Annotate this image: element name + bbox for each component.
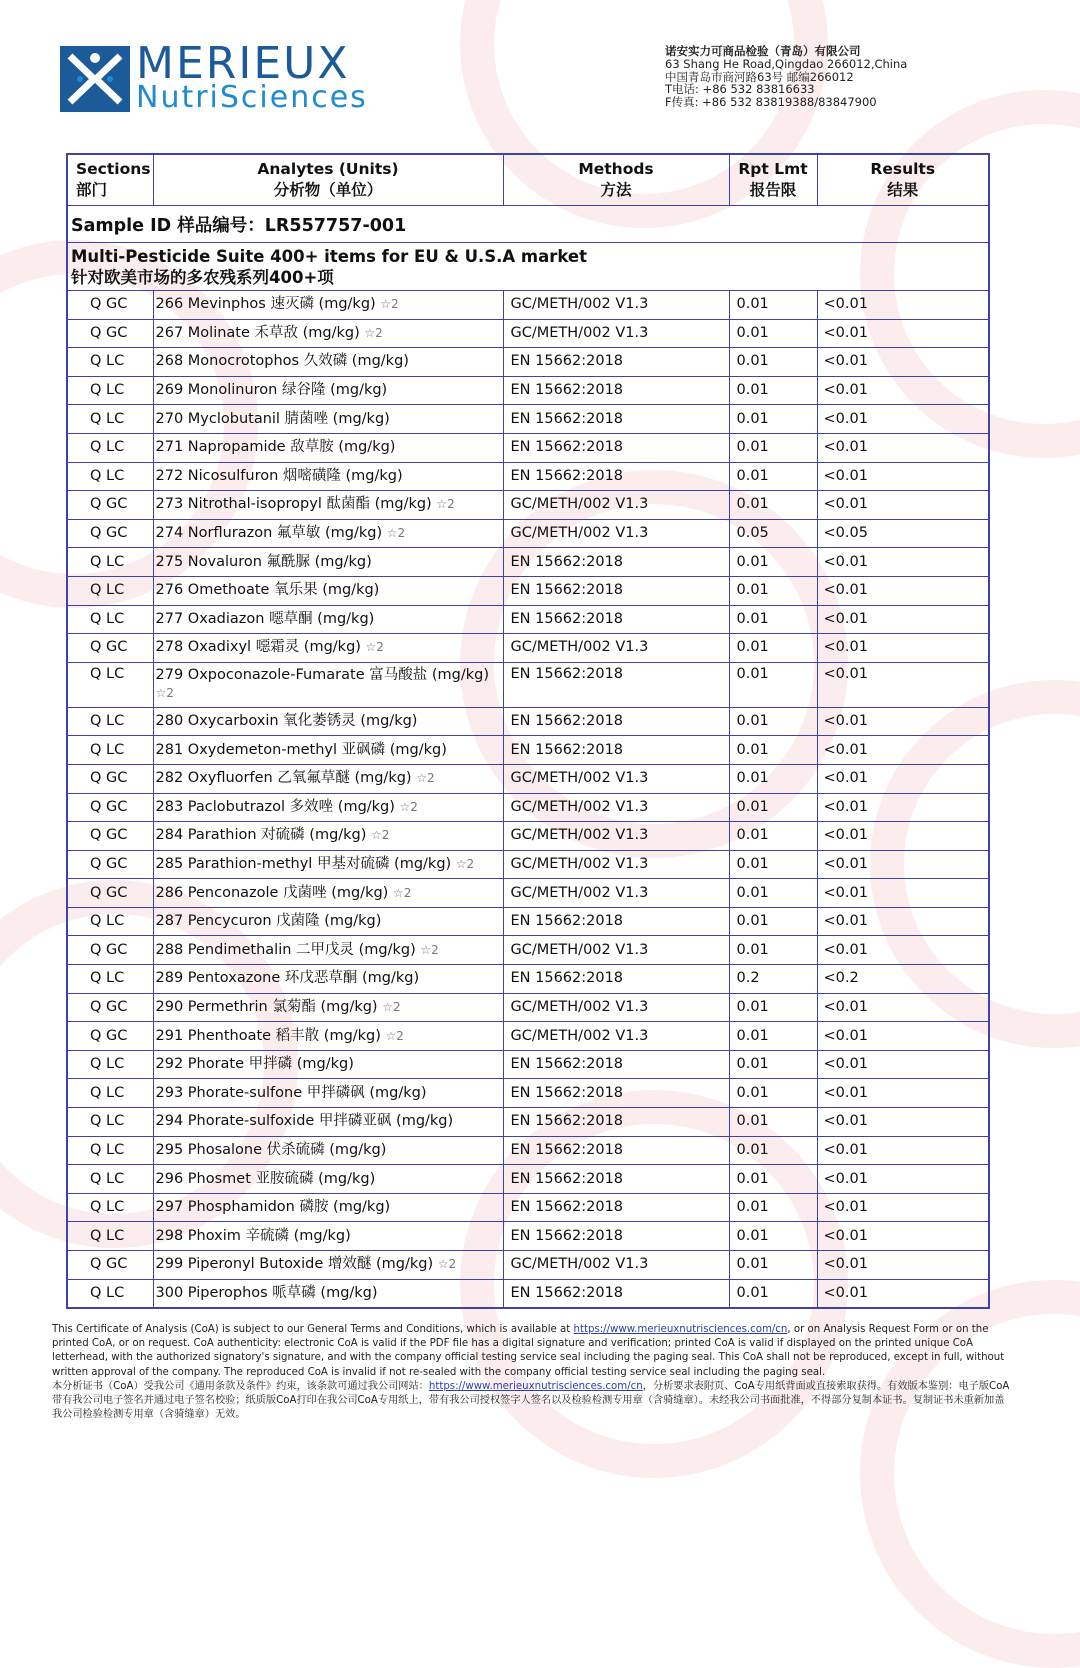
table-row [67, 291, 989, 320]
company-logo [60, 38, 405, 116]
cell-analyte: 272 Nicosulfuron 烟嘧磺隆 (mg/kg) [153, 462, 503, 491]
accreditation-note: ☆2 [386, 526, 406, 541]
cell-method: EN 15662:2018 [503, 1193, 729, 1222]
cell-analyte: 283 Paclobutrazol 多效唑 (mg/kg) ☆2 [153, 793, 503, 822]
cell-method: EN 15662:2018 [503, 1108, 729, 1137]
cell-result: <0.01 [817, 634, 989, 663]
table-row [67, 822, 989, 851]
header-sections: Sections 部门 [67, 154, 153, 206]
cell-method: EN 15662:2018 [503, 605, 729, 634]
cell-rpt-lmt: 0.01 [729, 319, 817, 348]
cell-result: <0.01 [817, 662, 989, 707]
cell-section: Q LC [67, 548, 153, 577]
cell-rpt-lmt: 0.01 [729, 793, 817, 822]
accreditation-note: ☆2 [437, 1257, 457, 1272]
accreditation-note: ☆2 [455, 856, 475, 871]
cell-rpt-lmt: 0.01 [729, 348, 817, 377]
cell-method: GC/METH/002 V1.3 [503, 850, 729, 879]
cell-section: Q LC [67, 576, 153, 605]
header-rpt-lmt: Rpt Lmt 报告限 [729, 154, 817, 206]
cell-rpt-lmt: 0.01 [729, 907, 817, 936]
cell-analyte: 300 Piperophos 哌草磷 (mg/kg) [153, 1279, 503, 1308]
cell-rpt-lmt: 0.01 [729, 376, 817, 405]
cell-result: <0.01 [817, 736, 989, 765]
address-cn: 中国青岛市商河路63号 邮编266012 [665, 69, 854, 84]
cell-method: GC/METH/002 V1.3 [503, 1251, 729, 1280]
cell-section: Q GC [67, 793, 153, 822]
table-row [67, 936, 989, 965]
table-row [67, 605, 989, 634]
cell-method: EN 15662:2018 [503, 433, 729, 462]
cell-result: <0.01 [817, 822, 989, 851]
cell-rpt-lmt: 0.01 [729, 707, 817, 736]
table-row [67, 736, 989, 765]
cell-section: Q LC [67, 376, 153, 405]
cell-analyte: 287 Pencycuron 戊菌隆 (mg/kg) [153, 907, 503, 936]
cell-rpt-lmt: 0.01 [729, 993, 817, 1022]
cell-method: GC/METH/002 V1.3 [503, 822, 729, 851]
terms-link-cn[interactable]: https://www.merieuxnutrisciences.com/cn [428, 1380, 643, 1392]
cell-result: <0.01 [817, 1136, 989, 1165]
cell-rpt-lmt: 0.01 [729, 1165, 817, 1194]
cell-result: <0.05 [817, 519, 989, 548]
table-row [67, 1050, 989, 1079]
accreditation-note: ☆2 [371, 828, 390, 843]
cell-method: EN 15662:2018 [503, 736, 729, 765]
cell-rpt-lmt: 0.01 [729, 764, 817, 793]
cell-result: <0.01 [817, 1222, 989, 1251]
terms-link[interactable]: https://www.merieuxnutrisciences.com/cn [573, 1324, 788, 1335]
cell-result: <0.01 [817, 1251, 989, 1280]
cell-section: Q LC [67, 462, 153, 491]
table-header-row [67, 154, 989, 206]
cell-result: <0.01 [817, 1079, 989, 1108]
cell-result: <0.01 [817, 793, 989, 822]
table-row [67, 907, 989, 936]
table-row [67, 1022, 989, 1051]
cell-section: Q GC [67, 822, 153, 851]
cell-analyte: 284 Parathion 对硫磷 (mg/kg) ☆2 [153, 822, 503, 851]
cell-result: <0.01 [817, 1050, 989, 1079]
table-row [67, 764, 989, 793]
cell-method: EN 15662:2018 [503, 348, 729, 377]
cell-result: <0.01 [817, 605, 989, 634]
cell-rpt-lmt: 0.01 [729, 850, 817, 879]
cell-analyte: 279 Oxpoconazole-Fumarate 富马酸盐 (mg/kg) ☆2 [153, 662, 503, 707]
accreditation-note: ☆2 [382, 999, 401, 1014]
logo-mark-icon [60, 46, 130, 112]
cell-rpt-lmt: 0.01 [729, 1136, 817, 1165]
cell-rpt-lmt: 0.01 [729, 1108, 817, 1137]
table-row [67, 433, 989, 462]
cell-section: Q GC [67, 993, 153, 1022]
cell-section: Q LC [67, 1222, 153, 1251]
cell-method: GC/METH/002 V1.3 [503, 319, 729, 348]
cell-result: <0.01 [817, 319, 989, 348]
table-row [67, 965, 989, 994]
cell-analyte: 288 Pendimethalin 二甲戊灵 (mg/kg) ☆2 [153, 936, 503, 965]
accreditation-note: ☆2 [420, 942, 439, 957]
table-row [67, 1165, 989, 1194]
cell-analyte: 276 Omethoate 氧乐果 (mg/kg) [153, 576, 503, 605]
cell-analyte: 295 Phosalone 伏杀硫磷 (mg/kg) [153, 1136, 503, 1165]
cell-rpt-lmt: 0.2 [729, 965, 817, 994]
cell-analyte: 269 Monolinuron 绿谷隆 (mg/kg) [153, 376, 503, 405]
table-row [67, 1222, 989, 1251]
table-row [67, 405, 989, 434]
table-row [67, 319, 989, 348]
logo-text-merieux: MERIEUX [136, 38, 350, 89]
table-row [67, 1079, 989, 1108]
cell-section: Q GC [67, 634, 153, 663]
cell-result: <0.01 [817, 1165, 989, 1194]
cell-method: EN 15662:2018 [503, 576, 729, 605]
cell-result: <0.01 [817, 348, 989, 377]
cell-analyte: 291 Phenthoate 稻丰散 (mg/kg) ☆2 [153, 1022, 503, 1051]
cell-analyte: 297 Phosphamidon 磷胺 (mg/kg) [153, 1193, 503, 1222]
cell-section: Q LC [67, 707, 153, 736]
cell-method: GC/METH/002 V1.3 [503, 1022, 729, 1051]
accreditation-note: ☆2 [392, 885, 412, 900]
cell-rpt-lmt: 0.01 [729, 634, 817, 663]
header-results: Results 结果 [817, 154, 989, 206]
table-row [67, 993, 989, 1022]
cell-rpt-lmt: 0.01 [729, 548, 817, 577]
cell-method: GC/METH/002 V1.3 [503, 879, 729, 908]
cell-section: Q LC [67, 605, 153, 634]
table-row [67, 1108, 989, 1137]
cell-rpt-lmt: 0.01 [729, 462, 817, 491]
table-row [67, 879, 989, 908]
accreditation-note: ☆2 [380, 297, 399, 312]
cell-method: EN 15662:2018 [503, 376, 729, 405]
cell-section: Q GC [67, 519, 153, 548]
logo-text-nutrisciences: NutriSciences [136, 80, 368, 115]
cell-result: <0.01 [817, 291, 989, 320]
cell-section: Q GC [67, 936, 153, 965]
cell-section: Q LC [67, 1136, 153, 1165]
cell-rpt-lmt: 0.01 [729, 822, 817, 851]
cell-method: GC/METH/002 V1.3 [503, 519, 729, 548]
cell-result: <0.01 [817, 1279, 989, 1308]
cell-result: <0.01 [817, 993, 989, 1022]
cell-analyte: 293 Phorate-sulfone 甲拌磷砜 (mg/kg) [153, 1079, 503, 1108]
accreditation-note: ☆2 [399, 799, 418, 814]
cell-rpt-lmt: 0.01 [729, 1193, 817, 1222]
cell-method: EN 15662:2018 [503, 662, 729, 707]
cell-analyte: 281 Oxydemeton-methyl 亚砜磷 (mg/kg) [153, 736, 503, 765]
cell-section: Q LC [67, 662, 153, 707]
footer-en: This Certificate of Analysis (CoA) is subject to our General Terms and Conditions, which is available at https://www.merieuxnutrisciences.com/cn, or on Analysis Request Form or on the printed CoA, or on request. CoA authenticity: electronic CoA is valid if the PDF file has a digital signature and verification; printed CoA is valid if displayed on the printed unique CoA letterhead, with the authorized signatory's signature, and with the company official testing service seal including the paging seal. This CoA shall not be reproduced, except in full, without written approval of the company. The reproduced CoA is invalid if not re-sealed with the company official testing service seal including the paging seal. [52, 1324, 1005, 1378]
cell-rpt-lmt: 0.01 [729, 1022, 817, 1051]
accreditation-note: ☆2 [416, 771, 435, 786]
company-name-cn: 诺安实力可商品检验（青岛）有限公司 [665, 44, 861, 58]
cell-analyte: 274 Norflurazon 氟草敏 (mg/kg) ☆2 [153, 519, 503, 548]
cell-rpt-lmt: 0.01 [729, 605, 817, 634]
table-row [67, 348, 989, 377]
cell-method: GC/METH/002 V1.3 [503, 936, 729, 965]
sample-id: Sample ID 样品编号：LR557757-001 [67, 206, 989, 243]
cell-method: EN 15662:2018 [503, 1136, 729, 1165]
cell-section: Q LC [67, 1108, 153, 1137]
cell-result: <0.01 [817, 907, 989, 936]
cell-analyte: 299 Piperonyl Butoxide 增效醚 (mg/kg) ☆2 [153, 1251, 503, 1280]
cell-method: EN 15662:2018 [503, 907, 729, 936]
cell-method: GC/METH/002 V1.3 [503, 793, 729, 822]
cell-method: EN 15662:2018 [503, 1279, 729, 1308]
accreditation-note: ☆2 [364, 325, 383, 340]
table-row [67, 1279, 989, 1308]
table-row [67, 707, 989, 736]
cell-rpt-lmt: 0.01 [729, 662, 817, 707]
cell-analyte: 267 Molinate 禾草敌 (mg/kg) ☆2 [153, 319, 503, 348]
cell-method: EN 15662:2018 [503, 548, 729, 577]
cell-analyte: 266 Mevinphos 速灭磷 (mg/kg) ☆2 [153, 291, 503, 320]
cell-rpt-lmt: 0.01 [729, 491, 817, 520]
cell-analyte: 296 Phosmet 亚胺硫磷 (mg/kg) [153, 1165, 503, 1194]
cell-result: <0.01 [817, 548, 989, 577]
cell-rpt-lmt: 0.01 [729, 1050, 817, 1079]
cell-section: Q GC [67, 764, 153, 793]
cell-analyte: 292 Phorate 甲拌磷 (mg/kg) [153, 1050, 503, 1079]
company-address [665, 45, 907, 109]
suite-title-row [67, 243, 989, 291]
table-row [67, 1251, 989, 1280]
table-row [67, 519, 989, 548]
cell-result: <0.01 [817, 850, 989, 879]
phone: T电话: +86 532 83816633 [665, 82, 815, 97]
cell-section: Q LC [67, 348, 153, 377]
table-row [67, 1193, 989, 1222]
cell-section: Q GC [67, 491, 153, 520]
cell-analyte: 298 Phoxim 辛硫磷 (mg/kg) [153, 1222, 503, 1251]
cell-rpt-lmt: 0.01 [729, 1279, 817, 1308]
cell-result: <0.01 [817, 879, 989, 908]
cell-section: Q LC [67, 907, 153, 936]
cell-result: <0.01 [817, 764, 989, 793]
cell-analyte: 280 Oxycarboxin 氧化萎锈灵 (mg/kg) [153, 707, 503, 736]
table-row [67, 491, 989, 520]
cell-result: <0.01 [817, 462, 989, 491]
cell-rpt-lmt: 0.05 [729, 519, 817, 548]
cell-section: Q LC [67, 1279, 153, 1308]
cell-analyte: 294 Phorate-sulfoxide 甲拌磷亚砜 (mg/kg) [153, 1108, 503, 1137]
cell-result: <0.01 [817, 491, 989, 520]
cell-result: <0.01 [817, 433, 989, 462]
cell-section: Q LC [67, 1193, 153, 1222]
cell-analyte: 271 Napropamide 敌草胺 (mg/kg) [153, 433, 503, 462]
cell-section: Q LC [67, 736, 153, 765]
table-row [67, 1136, 989, 1165]
footer-disclaimer [52, 1323, 1012, 1422]
cell-section: Q GC [67, 1022, 153, 1051]
table-row [67, 576, 989, 605]
address-en: 63 Shang He Road,Qingdao 266012,China [665, 56, 908, 71]
cell-rpt-lmt: 0.01 [729, 936, 817, 965]
cell-method: EN 15662:2018 [503, 462, 729, 491]
cell-section: Q LC [67, 1165, 153, 1194]
cell-analyte: 275 Novaluron 氟酰脲 (mg/kg) [153, 548, 503, 577]
cell-method: EN 15662:2018 [503, 707, 729, 736]
cell-section: Q GC [67, 879, 153, 908]
cell-method: EN 15662:2018 [503, 405, 729, 434]
accreditation-note: ☆2 [365, 640, 384, 655]
cell-analyte: 289 Pentoxazone 环戊恶草酮 (mg/kg) [153, 965, 503, 994]
cell-rpt-lmt: 0.01 [729, 736, 817, 765]
cell-result: <0.01 [817, 376, 989, 405]
cell-analyte: 270 Myclobutanil 腈菌唑 (mg/kg) [153, 405, 503, 434]
cell-method: EN 15662:2018 [503, 965, 729, 994]
sample-id-row [67, 206, 989, 243]
cell-result: <0.01 [817, 936, 989, 965]
suite-title: Multi-Pesticide Suite 400+ items for EU & U.S.A market 针对欧美市场的多农残系列400+项 [67, 243, 989, 291]
cell-method: EN 15662:2018 [503, 1050, 729, 1079]
table-row [67, 548, 989, 577]
accreditation-note: ☆2 [436, 497, 455, 512]
cell-analyte: 278 Oxadixyl 噁霜灵 (mg/kg) ☆2 [153, 634, 503, 663]
cell-method: GC/METH/002 V1.3 [503, 764, 729, 793]
cell-analyte: 277 Oxadiazon 噁草酮 (mg/kg) [153, 605, 503, 634]
table-row [67, 462, 989, 491]
cell-section: Q GC [67, 1251, 153, 1280]
table-row [67, 376, 989, 405]
table-row [67, 662, 989, 707]
cell-method: EN 15662:2018 [503, 1165, 729, 1194]
accreditation-note: ☆2 [385, 1028, 404, 1043]
accreditation-note: ☆2 [155, 685, 174, 700]
cell-result: <0.01 [817, 1108, 989, 1137]
cell-rpt-lmt: 0.01 [729, 405, 817, 434]
table-row [67, 634, 989, 663]
cell-section: Q GC [67, 850, 153, 879]
cell-rpt-lmt: 0.01 [729, 1222, 817, 1251]
cell-section: Q GC [67, 291, 153, 320]
cell-result: <0.01 [817, 1193, 989, 1222]
header-analytes: Analytes (Units) 分析物（单位） [153, 154, 503, 206]
cell-method: EN 15662:2018 [503, 1222, 729, 1251]
cell-result: <0.01 [817, 405, 989, 434]
table-row [67, 850, 989, 879]
cell-analyte: 290 Permethrin 氯菊酯 (mg/kg) ☆2 [153, 993, 503, 1022]
cell-section: Q GC [67, 319, 153, 348]
cell-section: Q LC [67, 1079, 153, 1108]
cell-analyte: 268 Monocrotophos 久效磷 (mg/kg) [153, 348, 503, 377]
footer-cn: 本分析证书（CoA）受我公司《通用条款及条件》约束，该条款可通过我公司网站：https://www.merieuxnutrisciences.com/cn，分析要求表附页、CoA专用纸背面或直接索取获得。有效版本鉴别：电子版CoA带有我公司电子签名并通过电子签名校验；纸质版CoA打印在我公司CoA专用纸上，带有我公司授权签字人签名以及检验检测专用章（含骑缝章）。未经我公司书面批准，不得部分复制本证书。复制证书未重新加盖我公司检验检测专用章（含骑缝章）无效。 [52, 1380, 1010, 1421]
cell-method: EN 15662:2018 [503, 1079, 729, 1108]
cell-method: GC/METH/002 V1.3 [503, 634, 729, 663]
cell-method: GC/METH/002 V1.3 [503, 993, 729, 1022]
cell-section: Q LC [67, 1050, 153, 1079]
cell-section: Q LC [67, 965, 153, 994]
results-table [66, 153, 990, 1309]
cell-rpt-lmt: 0.01 [729, 1251, 817, 1280]
cell-analyte: 286 Penconazole 戊菌唑 (mg/kg) ☆2 [153, 879, 503, 908]
cell-analyte: 273 Nitrothal-isopropyl 酞菌酯 (mg/kg) ☆2 [153, 491, 503, 520]
cell-rpt-lmt: 0.01 [729, 433, 817, 462]
cell-rpt-lmt: 0.01 [729, 291, 817, 320]
cell-rpt-lmt: 0.01 [729, 879, 817, 908]
cell-section: Q LC [67, 405, 153, 434]
fax: F传真: +86 532 83819388/83847900 [665, 95, 877, 110]
cell-rpt-lmt: 0.01 [729, 576, 817, 605]
cell-method: GC/METH/002 V1.3 [503, 491, 729, 520]
cell-result: <0.01 [817, 707, 989, 736]
cell-result: <0.2 [817, 965, 989, 994]
cell-method: GC/METH/002 V1.3 [503, 291, 729, 320]
cell-analyte: 282 Oxyfluorfen 乙氧氟草醚 (mg/kg) ☆2 [153, 764, 503, 793]
cell-result: <0.01 [817, 1022, 989, 1051]
cell-section: Q LC [67, 433, 153, 462]
header-methods: Methods 方法 [503, 154, 729, 206]
cell-analyte: 285 Parathion-methyl 甲基对硫磷 (mg/kg) ☆2 [153, 850, 503, 879]
table-row [67, 793, 989, 822]
cell-result: <0.01 [817, 576, 989, 605]
cell-rpt-lmt: 0.01 [729, 1079, 817, 1108]
